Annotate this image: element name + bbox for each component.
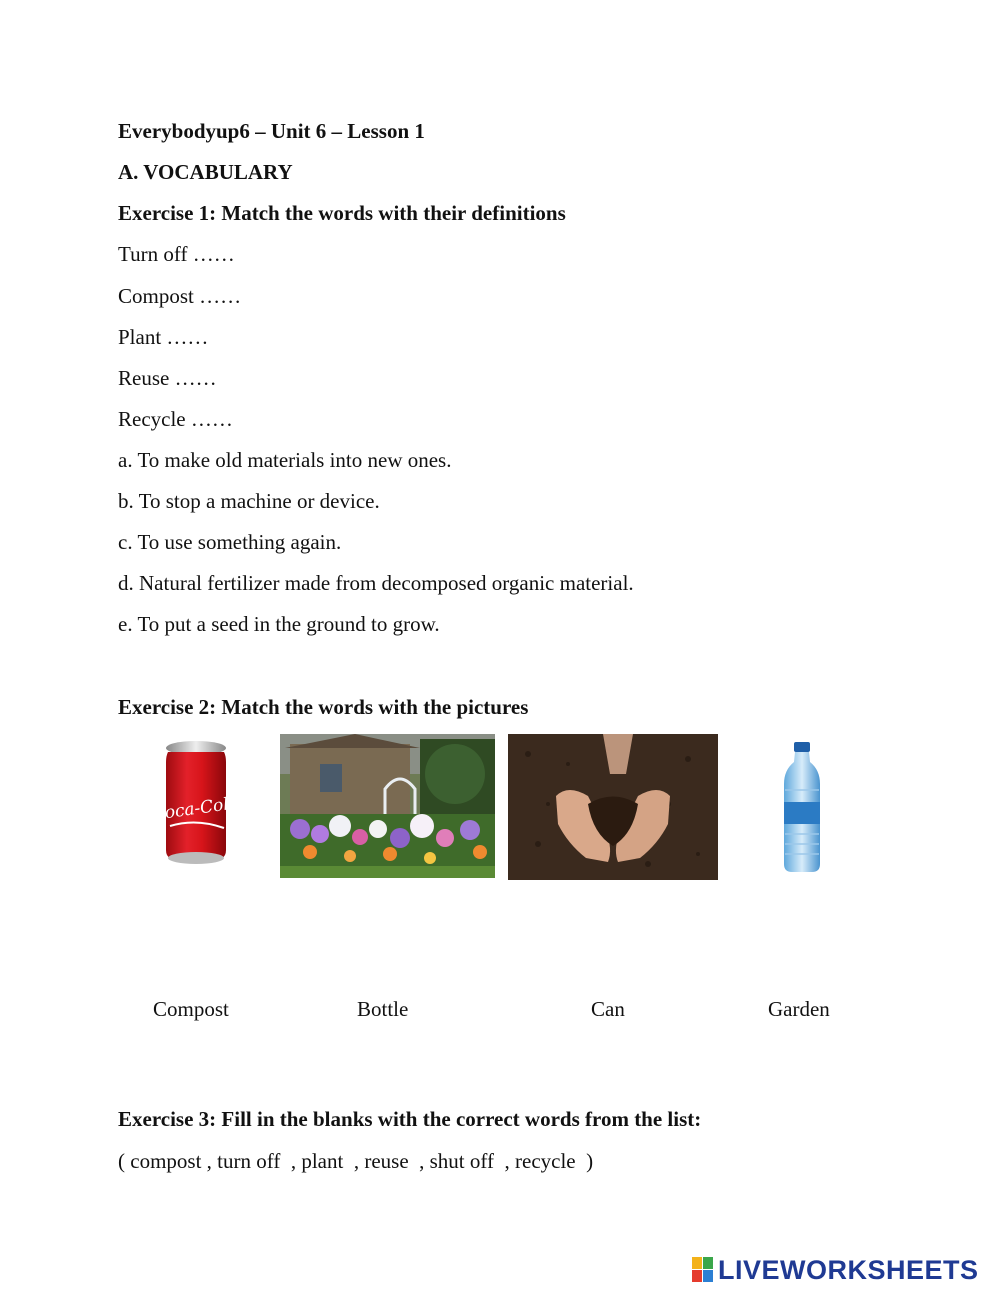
picture-label: Compost — [153, 997, 229, 1021]
logo-mark-icon — [692, 1257, 714, 1283]
picture-label: Can — [591, 997, 625, 1021]
word-list: ( compost , turn off , plant , reuse , shut off , recycle ) — [118, 1149, 594, 1173]
picture-label: Bottle — [357, 997, 409, 1021]
can-picture[interactable] — [150, 738, 241, 868]
logo-text: LIVEWORKSHEETS — [718, 1255, 979, 1285]
picture-label: Garden — [768, 997, 830, 1021]
exercise3-heading: Exercise 3: Fill in the blanks with the correct words from the list: — [118, 1107, 702, 1131]
definition-item: c. To use something again. — [118, 530, 342, 554]
definition-item: e. To put a seed in the ground to grow. — [118, 612, 440, 636]
liveworksheets-logo — [692, 1254, 979, 1286]
word-item: Reuse …… — [118, 366, 217, 390]
definition-item: a. To make old materials into new ones. — [118, 448, 452, 472]
bottle-picture[interactable] — [776, 740, 828, 876]
compost-picture[interactable] — [508, 734, 718, 880]
garden-picture[interactable] — [280, 734, 495, 878]
exercise1-heading: Exercise 1: Match the words with their definitions — [118, 201, 566, 225]
definition-item: d. Natural fertilizer made from decomposed organic material. — [118, 571, 634, 595]
word-item: Turn off …… — [118, 242, 235, 266]
word-item: Plant …… — [118, 325, 209, 349]
definition-item: b. To stop a machine or device. — [118, 489, 380, 513]
section-heading: A. VOCABULARY — [118, 160, 293, 184]
page-title: Everybodyup6 – Unit 6 – Lesson 1 — [118, 119, 425, 143]
can-brand-text: Coca-Cola — [150, 793, 241, 826]
word-item: Recycle …… — [118, 407, 233, 431]
word-item: Compost …… — [118, 284, 242, 308]
exercise2-heading: Exercise 2: Match the words with the pictures — [118, 695, 529, 719]
